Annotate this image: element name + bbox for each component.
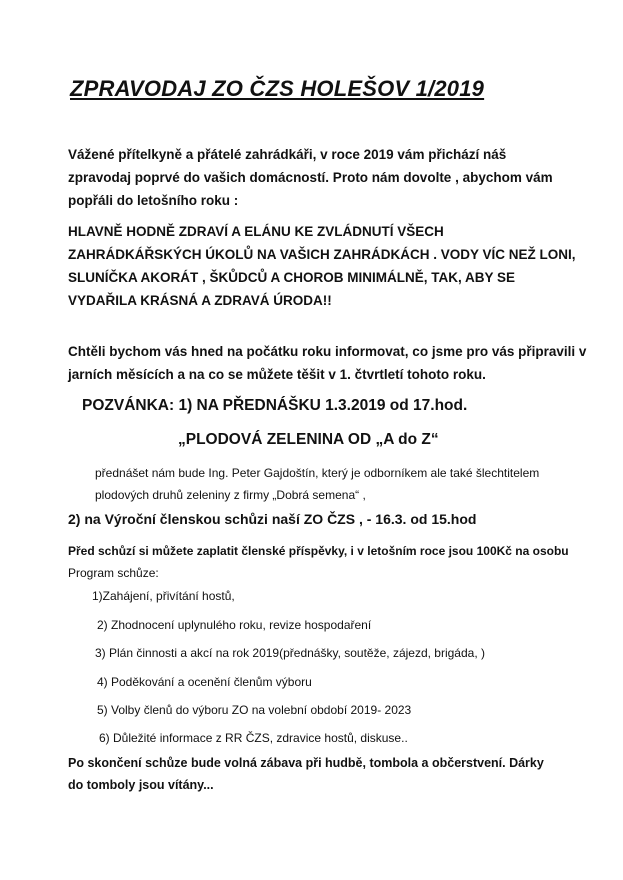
page-title: ZPRAVODAJ ZO ČZS HOLEŠOV 1/2019 <box>70 76 485 101</box>
fee-paragraph <box>68 540 588 584</box>
program-item: 3) Plán činnosti a akcí na rok 2019(přednášky, soutěže, zájezd, brigáda, ) <box>95 646 485 660</box>
program-item: 4) Poděkování a ocenění členům výboru <box>97 675 312 689</box>
fee-note: Před schůzí si můžete zaplatit členské příspěvky, i v letošním roce jsou 100Kč na osobu <box>68 544 569 558</box>
closing-paragraph: Po skončení schůze bude volná zábava při hudbě, tombola a občerstvení. Dárky do tomboly jsou vítány... <box>68 756 544 792</box>
program-item: 5) Volby členů do výboru ZO na volební období 2019- 2023 <box>97 703 412 717</box>
program-item: 2) Zhodnocení uplynulého roku, revize hospodaření <box>97 618 372 632</box>
meeting-heading: 2) na Výroční členskou schůzi naší ZO ČZS , - 16.3. od 15.hod <box>68 511 477 527</box>
intro-paragraph: Vážené přítelkyně a přátelé zahrádkáři, v roce 2019 vám přichází náš zpravodaj poprvé do vašich domácností. Proto nám dovolte , abychom vám popřáli do letošního roku : <box>68 147 553 208</box>
program-item: 6) Důležité informace z RR ČZS, zdravice hostů, diskuse.. <box>99 731 408 745</box>
program-label: Program schůze: <box>68 566 159 580</box>
lecturer-paragraph: přednášet nám bude Ing. Peter Gajdoštín, který je odborníkem ale také šlechtitelem plodových druhů zeleniny z firmy „Dobrá semena“ , <box>95 466 540 502</box>
wishes-paragraph: HLAVNĚ HODNĚ ZDRAVÍ A ELÁNU KE ZVLÁDNUTÍ VŠECH ZAHRÁDKÁŘSKÝCH ÚKOLŮ NA VAŠICH ZAHRÁDKÁCH . VODY VÍC NEŽ LONI, SLUNÍČKA AKORÁT , ŠKŮDCŮ A CHOROB MINIMÁLNĚ, TAK, ABY SE VYDAŘILA KRÁSNÁ A ZDRAVÁ ÚRODA!! <box>68 224 576 308</box>
lecture-title: „PLODOVÁ ZELENINA OD „A do Z“ <box>178 431 439 448</box>
info-paragraph: Chtěli bychom vás hned na počátku roku informovat, co jsme pro vás připravili v jarních měsících a na co se můžete těšit v 1. čtvrtletí tohoto roku. <box>68 344 587 382</box>
program-item: 1)Zahájení, přivítání hostů, <box>92 589 235 603</box>
invitation-heading: POZVÁNKA: 1) NA PŘEDNÁŠKU 1.3.2019 od 17.hod. <box>82 397 468 414</box>
